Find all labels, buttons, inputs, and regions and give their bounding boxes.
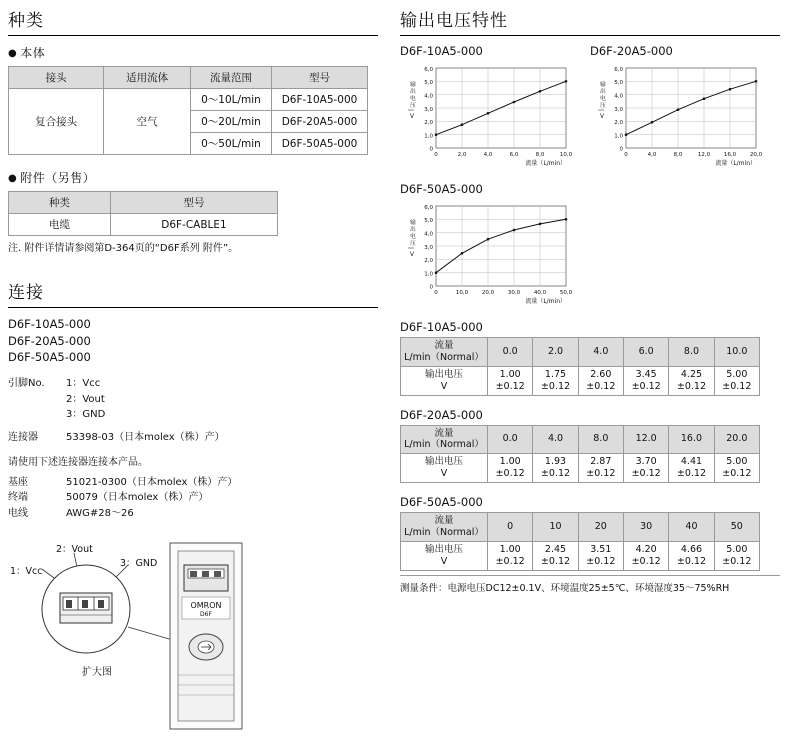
svg-text:4,0: 4,0	[424, 231, 433, 238]
svg-text:V: V	[600, 114, 604, 120]
connector-parts-block	[8, 455, 378, 521]
pin-row	[8, 376, 378, 392]
charts-row-top	[400, 44, 780, 170]
svg-text:1,0: 1,0	[424, 133, 433, 140]
svg-text:20,0: 20,0	[749, 152, 763, 158]
cell-value	[714, 454, 759, 483]
cell-fitting: 复合接头	[9, 89, 104, 155]
table-row	[9, 214, 278, 236]
chart-title: D6F-20A5-000	[590, 44, 673, 58]
table-header-row	[9, 67, 368, 89]
model-item: D6F-10A5-000	[8, 317, 91, 331]
cell-value	[578, 541, 623, 570]
pin-spacer	[8, 407, 66, 423]
col-header-kind: 种类	[9, 192, 111, 214]
pin-2: 2：Vout	[66, 393, 105, 405]
svg-text:电: 电	[410, 96, 416, 102]
svg-text:10,0: 10,0	[559, 152, 573, 158]
row-label-line1: 输出电压	[424, 456, 463, 468]
cell-model: D6F-20A5-000	[272, 111, 368, 133]
header-col: 4.0	[533, 425, 578, 454]
chart-svg-50a5	[400, 198, 576, 308]
pin-spacer	[8, 392, 66, 408]
spec-table-50a5	[400, 512, 760, 571]
part-label-base: 基座	[8, 476, 28, 488]
svg-text:流量（L/min）: 流量（L/min）	[525, 298, 566, 305]
part-row	[8, 490, 378, 506]
header-col: 10.0	[714, 338, 759, 367]
header-col: 6.0	[623, 338, 668, 367]
svg-text:出: 出	[600, 89, 606, 95]
cell-nominal: 1.00	[499, 368, 521, 380]
cell-nominal: 4.20	[635, 543, 657, 555]
cell-range: 0～20L/min	[190, 111, 271, 133]
connector-row	[8, 430, 378, 446]
svg-text:0: 0	[434, 152, 438, 158]
row-label-line2: V	[440, 555, 448, 567]
header-col: 12.0	[623, 425, 668, 454]
part-value-wire: AWG#28～26	[66, 507, 134, 519]
accessory-table	[8, 191, 278, 236]
cell-nominal: 4.66	[680, 543, 703, 555]
cell-nominal: 3.45	[635, 368, 657, 380]
svg-text:电: 电	[600, 96, 606, 102]
header-col: 2.0	[533, 338, 578, 367]
cell-tolerance: ±0.12	[676, 468, 707, 480]
connector-drawing	[8, 535, 368, 735]
table-row	[401, 541, 760, 570]
zoom-caption: 扩大图	[82, 667, 112, 679]
cell-value	[488, 366, 533, 395]
cell-nominal: 1.00	[499, 543, 521, 555]
header-flow-line2: L/min（Normal）	[404, 439, 484, 451]
svg-text:3,0: 3,0	[614, 106, 623, 113]
pin-row	[8, 392, 378, 408]
svg-text:8,0: 8,0	[535, 152, 545, 158]
cell-value	[578, 366, 623, 395]
svg-text:流量（L/min）: 流量（L/min）	[715, 160, 756, 167]
svg-text:4,0: 4,0	[614, 93, 623, 100]
col-header-model: 型号	[272, 67, 368, 89]
svg-text:3,0: 3,0	[424, 106, 433, 113]
cell-tolerance: ±0.12	[495, 468, 525, 480]
cell-value	[578, 454, 623, 483]
svg-text:40,0: 40,0	[533, 290, 547, 296]
spec-table-20a5	[400, 425, 760, 484]
header-col: 20.0	[714, 425, 759, 454]
svg-text:0: 0	[434, 290, 438, 296]
header-col: 30	[623, 513, 668, 542]
header-flow-label	[401, 513, 488, 542]
svg-text:出: 出	[410, 227, 416, 233]
cell-nominal: 5.00	[726, 368, 748, 380]
cell-nominal: 4.25	[680, 368, 703, 380]
cell-value	[533, 454, 578, 483]
svg-text:压: 压	[410, 241, 416, 247]
cell-tolerance: ±0.12	[722, 380, 752, 392]
svg-text:0: 0	[429, 146, 433, 153]
svg-text:输: 输	[600, 82, 606, 88]
cell-value	[714, 366, 759, 395]
pin-1: 1：Vcc	[66, 378, 101, 390]
svg-text:1,0: 1,0	[614, 133, 623, 140]
subheading-body	[8, 44, 378, 61]
cell-tolerance: ±0.12	[495, 380, 525, 392]
svg-text:5,0: 5,0	[614, 80, 623, 86]
header-flow-line2: L/min（Normal）	[404, 351, 484, 363]
table-header-row	[401, 425, 760, 454]
chart-svg-20a5	[590, 60, 766, 170]
cell-tolerance: ±0.12	[586, 555, 616, 567]
cell-tolerance: ±0.12	[722, 555, 752, 567]
svg-text:4,0: 4,0	[424, 93, 433, 100]
part-value-terminal: 50079（日本molex（株）产）	[66, 492, 209, 504]
svg-text:2,0: 2,0	[614, 120, 623, 126]
bullet-icon	[8, 46, 20, 60]
part-row	[8, 506, 378, 522]
header-flow-line1: 流量	[434, 427, 454, 439]
section-title-output-voltage: 输出电压特性	[400, 6, 780, 36]
cell-nominal: 1.93	[544, 456, 567, 468]
cell-nominal: 2.45	[544, 543, 567, 555]
col-header-fluid: 适用流体	[104, 67, 190, 89]
svg-text:12,0: 12,0	[697, 152, 711, 158]
chart-title: D6F-50A5-000	[400, 182, 483, 196]
svg-text:6,0: 6,0	[614, 67, 623, 73]
row-label-line1: 输出电压	[424, 368, 463, 380]
table-row	[401, 454, 760, 483]
svg-text:50,0: 50,0	[559, 290, 573, 296]
cell-nominal: 5.00	[726, 456, 748, 468]
spec-title-20a5: D6F-20A5-000	[400, 407, 483, 422]
cell-nominal: 5.00	[726, 543, 748, 555]
chart-d6f-20a5	[590, 44, 766, 170]
svg-text:10,0: 10,0	[455, 290, 469, 296]
cell-nominal: 2.60	[590, 368, 612, 380]
table-header-row	[401, 338, 760, 367]
cell-model: D6F-10A5-000	[272, 89, 368, 111]
chart-d6f-50a5	[400, 182, 780, 308]
model-item: D6F-50A5-000	[8, 350, 91, 365]
chart-title: D6F-10A5-000	[400, 44, 483, 58]
svg-text:20,0: 20,0	[481, 290, 495, 296]
header-col: 40	[669, 513, 714, 542]
connector-drawing-svg	[8, 535, 368, 735]
cell-range: 0～50L/min	[190, 133, 271, 155]
subheading-accessory-label: 附件（另售）	[20, 171, 96, 185]
svg-text:V: V	[410, 114, 414, 120]
svg-text:D6F: D6F	[200, 611, 212, 619]
col-header-model: 型号	[110, 192, 277, 214]
svg-text:4,0: 4,0	[647, 152, 657, 158]
row-label-line2: V	[440, 380, 448, 392]
svg-text:5,0: 5,0	[424, 80, 433, 86]
cell-tolerance: ±0.12	[495, 555, 525, 567]
header-col: 20	[578, 513, 623, 542]
cell-tolerance: ±0.12	[676, 380, 707, 392]
svg-text:6,0: 6,0	[424, 67, 433, 73]
header-flow-label	[401, 425, 488, 454]
svg-text:2,0: 2,0	[424, 120, 433, 126]
header-col: 8.0	[669, 338, 714, 367]
spec-table-10a5	[400, 337, 760, 396]
part-label-wire: 电线	[8, 507, 28, 519]
cell-nominal: 3.51	[590, 543, 612, 555]
cell-tolerance: ±0.12	[722, 468, 752, 480]
svg-text:V: V	[410, 252, 414, 258]
chart-svg-10a5	[400, 60, 576, 170]
right-column	[400, 6, 780, 594]
header-col: 4.0	[578, 338, 623, 367]
svg-text:5,0: 5,0	[424, 218, 433, 224]
header-col: 16.0	[669, 425, 714, 454]
cell-model: D6F-CABLE1	[110, 214, 277, 236]
svg-text:压: 压	[410, 103, 416, 109]
chart-d6f-10a5	[400, 44, 576, 170]
cell-value	[488, 454, 533, 483]
svg-text:3,0: 3,0	[424, 244, 433, 251]
cell-tolerance: ±0.12	[631, 468, 661, 480]
svg-text:16,0: 16,0	[723, 152, 737, 158]
cell-tolerance: ±0.12	[586, 380, 616, 392]
svg-text:OMRON: OMRON	[190, 601, 222, 611]
cell-value	[623, 366, 668, 395]
header-flow-line1: 流量	[434, 340, 454, 351]
svg-text:8,0: 8,0	[673, 152, 683, 158]
svg-text:2,0: 2,0	[457, 152, 467, 158]
subheading-body-label: 本体	[20, 46, 46, 60]
subheading-accessory	[8, 169, 378, 186]
cell-tolerance: ±0.12	[676, 555, 707, 567]
cell-value	[623, 541, 668, 570]
cell-nominal: 2.87	[590, 456, 612, 468]
label-pin2: 2：Vout	[56, 544, 93, 556]
cell-value	[669, 366, 714, 395]
cell-model: D6F-50A5-000	[272, 133, 368, 155]
cell-tolerance: ±0.12	[540, 555, 571, 567]
usage-note: 请使用下述连接器连接本产品。	[8, 457, 148, 469]
table-header-row	[9, 192, 278, 214]
section-title-connection: 连接	[8, 278, 378, 308]
bullet-icon	[8, 171, 20, 185]
label-pin1: 1：Vcc	[10, 566, 43, 578]
svg-text:1,0: 1,0	[424, 271, 433, 278]
svg-text:流量（L/min）: 流量（L/min）	[525, 160, 566, 167]
header-col: 50	[714, 513, 759, 542]
part-label-terminal: 终端	[8, 492, 28, 504]
pin-no-label: 引脚No.	[8, 378, 45, 390]
connector-value: 53398-03（日本molex（株）产）	[66, 431, 225, 443]
cell-value	[623, 454, 668, 483]
cell-nominal: 3.70	[635, 456, 657, 468]
left-column	[8, 6, 378, 735]
svg-text:0: 0	[619, 146, 623, 153]
cell-tolerance: ±0.12	[540, 468, 571, 480]
header-col: 10	[533, 513, 578, 542]
spec-title-10a5: D6F-10A5-000	[400, 320, 483, 334]
section-title-types: 种类	[8, 6, 378, 36]
header-flow-line1: 流量	[434, 515, 454, 526]
accessory-note: 注. 附件详情请参阅第D-364页的“D6F系列 附件”。	[8, 243, 239, 254]
cell-value	[488, 541, 533, 570]
connector-label: 连接器	[8, 431, 38, 443]
col-header-fitting: 接头	[9, 67, 104, 89]
svg-text:输: 输	[410, 82, 416, 88]
cell-tolerance: ±0.12	[540, 380, 571, 392]
pin-row	[8, 407, 378, 423]
header-col: 0	[488, 513, 533, 542]
svg-text:6,0: 6,0	[509, 152, 519, 158]
label-pin3: 3：GND	[120, 558, 158, 570]
table-row	[401, 366, 760, 395]
table-row	[9, 89, 368, 111]
svg-text:6,0: 6,0	[424, 205, 433, 211]
pin-3: 3：GND	[66, 409, 106, 421]
svg-text:4,0: 4,0	[483, 152, 493, 158]
svg-text:输: 输	[410, 220, 416, 226]
svg-text:出: 出	[410, 89, 416, 95]
cell-value	[533, 541, 578, 570]
pin-assignment-block	[8, 376, 378, 445]
cell-value	[669, 541, 714, 570]
header-flow-label	[401, 338, 488, 367]
row-label-line2: V	[440, 468, 448, 480]
cell-value	[714, 541, 759, 570]
cell-range: 0～10L/min	[190, 89, 271, 111]
cell-tolerance: ±0.12	[631, 380, 661, 392]
part-row	[8, 475, 378, 491]
svg-text:0: 0	[624, 152, 628, 158]
table-header-row	[401, 513, 760, 542]
cell-kind: 电缆	[9, 214, 111, 236]
row-label-voltage	[401, 366, 488, 395]
cell-value	[533, 366, 578, 395]
cell-nominal: 1.75	[544, 368, 567, 380]
header-flow-line2: L/min（Normal）	[404, 526, 484, 538]
col-header-range: 流量范围	[190, 67, 271, 89]
connection-model-list	[8, 316, 378, 366]
svg-text:压: 压	[600, 103, 606, 109]
body-models-table	[8, 66, 368, 155]
svg-text:0: 0	[429, 284, 433, 291]
svg-text:电: 电	[410, 234, 416, 240]
measurement-condition: 测量条件：电源电压DC12±0.1V、环境温度25±5℃、环境湿度35～75%RH	[400, 575, 780, 594]
header-col: 0.0	[488, 425, 533, 454]
svg-text:2,0: 2,0	[424, 258, 433, 264]
model-item: D6F-20A5-000	[8, 333, 91, 348]
header-col: 0.0	[488, 338, 533, 367]
cell-nominal: 1.00	[499, 456, 521, 468]
cell-tolerance: ±0.12	[586, 468, 616, 480]
cell-tolerance: ±0.12	[631, 555, 661, 567]
cell-fluid: 空气	[104, 89, 190, 155]
svg-text:30,0: 30,0	[507, 290, 521, 296]
cell-nominal: 4.41	[680, 456, 703, 468]
row-label-voltage	[401, 541, 488, 570]
part-value-base: 51021-0300（日本molex（株）产）	[66, 476, 238, 488]
row-label-voltage	[401, 454, 488, 483]
spec-title-50a5: D6F-50A5-000	[400, 495, 483, 509]
cell-value	[669, 454, 714, 483]
header-col: 8.0	[578, 425, 623, 454]
row-label-line1: 输出电压	[424, 543, 463, 555]
